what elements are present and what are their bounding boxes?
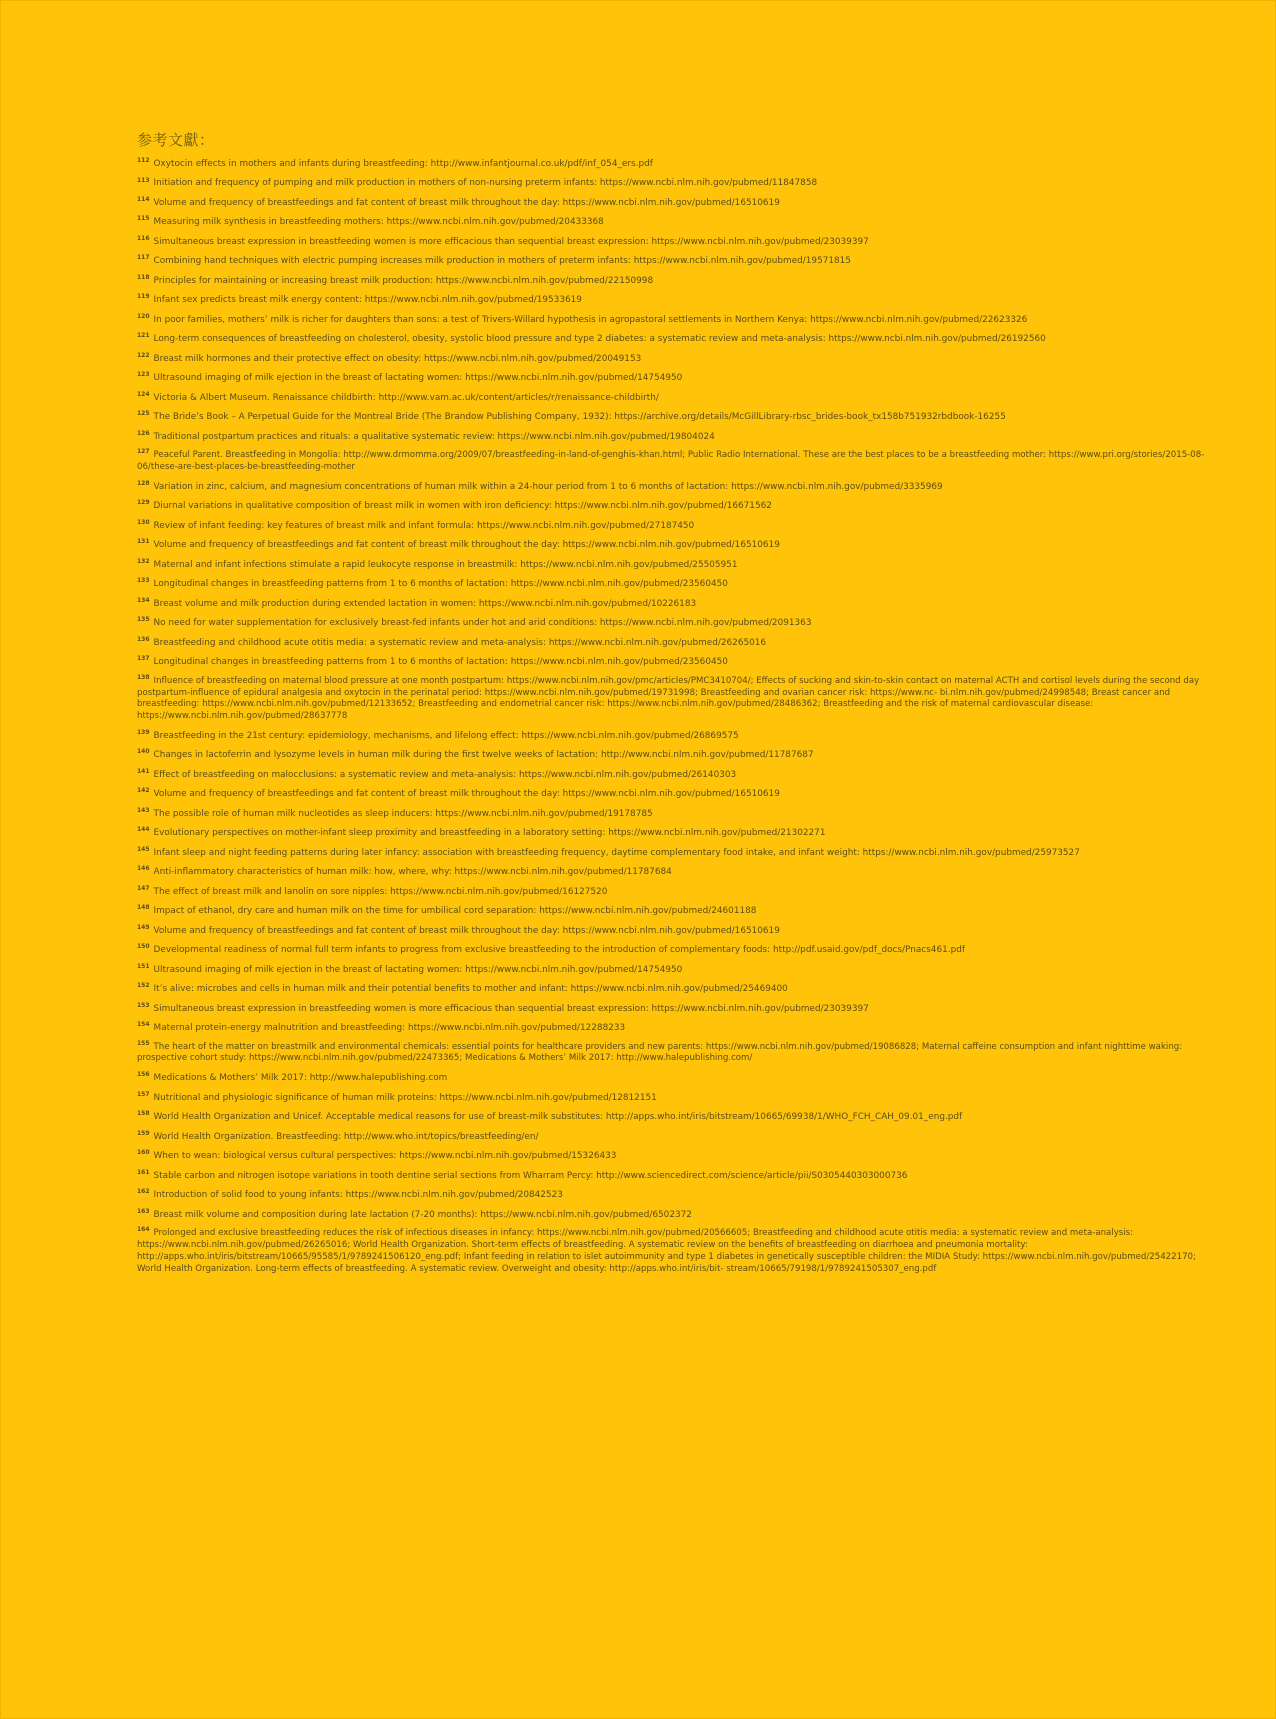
reference-text: Review of infant feeding: key features of breast milk and infant formula: https://www.ncbi.nlm.nih.gov/pubmed/27187450 [153,520,695,531]
reference-number: 150 [137,943,150,951]
reference-item [137,1131,1217,1144]
reference-item [137,559,1217,572]
reference-item [137,1111,1217,1124]
reference-text: Simultaneous breast expression in breastfeeding women is more efficacious than sequential breast expression: https://www.ncbi.nlm.nih.gov/pubmed/23039397 [153,236,869,247]
reference-number: 153 [137,1001,150,1009]
reference-number: 146 [137,865,150,873]
reference-number: 163 [137,1207,150,1215]
reference-number: 131 [137,538,150,546]
reference-text: Maternal and infant infections stimulate a rapid leukocyte response in breastmilk: https://www.ncbi.nlm.nih.gov/pubmed/25505951 [153,559,738,570]
reference-number: 127 [137,448,150,456]
reference-item [137,255,1217,268]
reference-text: Introduction of solid food to young infants: https://www.ncbi.nlm.nih.gov/pubmed/20842523 [153,1190,563,1201]
reference-number: 156 [137,1071,150,1079]
reference-text: Breast volume and milk production during extended lactation in women: https://www.ncbi.nlm.nih.gov/pubmed/10226183 [153,598,697,609]
reference-item [137,216,1217,229]
reference-number: 129 [137,499,150,507]
reference-text: Measuring milk synthesis in breastfeeding mothers: https://www.ncbi.nlm.nih.gov/pubmed/20433368 [153,217,604,228]
reference-number: 121 [137,332,150,340]
reference-text: Effect of breastfeeding on malocclusions: a systematic review and meta-analysis: https://www.ncbi.nlm.nih.gov/pubmed/26140303 [153,769,737,780]
reference-item [137,847,1217,860]
reference-item [137,1228,1217,1275]
reference-number: 140 [137,748,150,756]
reference-number: 133 [137,577,150,585]
reference-item [137,353,1217,366]
reference-item [137,520,1217,533]
reference-item [137,500,1217,513]
reference-item [137,392,1217,405]
reference-number: 161 [137,1168,150,1176]
reference-item [137,481,1217,494]
reference-number: 134 [137,596,150,604]
reference-number: 159 [137,1129,150,1137]
reference-list [137,158,1217,1275]
reference-text: World Health Organization and Unicef. Acceptable medical reasons for use of breast-milk substitutes: http://apps.who.int/iris/bitstream/10665/69938/1/WHO_FCH_CAH_09.01_eng.pdf [153,1112,963,1123]
reference-item [137,372,1217,385]
reference-text: Medications & Mothers’ Milk 2017: http://www.halepublishing.com [153,1073,448,1084]
reference-number: 125 [137,410,150,418]
reference-item [137,197,1217,210]
reference-number: 144 [137,826,150,834]
reference-number: 160 [137,1149,150,1157]
reference-text: Breastfeeding and childhood acute otitis media: a systematic review and meta-analysis: https://www.ncbi.nlm.nih.gov/pubmed/26265016 [153,637,767,648]
reference-number: 130 [137,518,150,526]
reference-text: Breast milk hormones and their protective effect on obesity: https://www.ncbi.nlm.nih.gov/pubmed/20049153 [153,353,642,364]
reference-number: 139 [137,728,150,736]
reference-text: When to wean: biological versus cultural perspectives: https://www.ncbi.nlm.nih.gov/pubmed/15326433 [153,1151,617,1162]
reference-number: 147 [137,884,150,892]
reference-number: 143 [137,806,150,814]
reference-number: 162 [137,1188,150,1196]
reference-number: 137 [137,655,150,663]
reference-text: Volume and frequency of breastfeedings and fat content of breast milk throughout the day: https://www.ncbi.nlm.nih.gov/pubmed/16510619 [153,540,780,551]
reference-text: World Health Organization. Breastfeeding: http://www.who.int/topics/breastfeeding/en/ [153,1131,539,1142]
reference-item [137,1022,1217,1035]
reference-text: The possible role of human milk nucleotides as sleep inducers: https://www.ncbi.nlm.nih.gov/pubmed/19178785 [153,808,653,819]
reference-text: Peaceful Parent. Breastfeeding in Mongolia: http://www.drmomma.org/2009/07/breastfeeding-in-land-of-genghis-khan.html; Public Radio International. These are the best places to be a breastfeeding mother: https://www.pri.org/stories/2015-08-06/these-are-best-places-be-breastfeeding-mother [137,450,1205,473]
reference-text: Influence of breastfeeding on maternal blood pressure at one month postpartum: https://www.ncbi.nlm.nih.gov/pmc/articles/PMC3410704/; Effects of sucking and skin-to-skin contact on maternal ACTH and cortisol levels during the second day postpartum-influence of epidural analgesia and oxytocin in the perinatal period: https://www.ncbi.nlm.nih.gov/pubmed/19731998; Breastfeeding and ovarian cancer risk: https://www.nc- bi.nlm.nih.gov/pubmed/24998548; Breast cancer and breastfeeding: https://www.ncbi.nlm.nih.gov/pubmed/12133652; Breastfeeding and endometrial cancer risk: https://www.ncbi.nlm.nih.gov/pubmed/28486362; Breastfeeding and the risk of maternal cardiovascular disease: https://www.ncbi.nlm.nih.gov/pubmed/28637778 [137,675,1200,722]
reference-number: 123 [137,371,150,379]
reference-item [137,450,1217,474]
reference-number: 116 [137,234,150,242]
reference-item [137,749,1217,762]
reference-number: 164 [137,1226,150,1234]
reference-number: 138 [137,673,150,681]
reference-number: 115 [137,215,150,223]
reference-item [137,598,1217,611]
reference-item [137,1170,1217,1183]
reference-text: Diurnal variations in qualitative composition of breast milk in women with iron deficiency: https://www.ncbi.nlm.nih.gov/pubmed/16671562 [153,501,772,512]
reference-text: No need for water supplementation for exclusively breast-fed infants under hot and arid conditions: https://www.ncbi.nlm.nih.gov/pubmed/2091363 [153,618,812,629]
reference-number: 141 [137,767,150,775]
reference-number: 132 [137,557,150,565]
reference-text: Simultaneous breast expression in breastfeeding women is more efficacious than sequential breast expression: https://www.ncbi.nlm.nih.gov/pubmed/23039397 [153,1003,869,1014]
reference-number: 119 [137,293,150,301]
reference-text: Breastfeeding in the 21st century: epidemiology, mechanisms, and lifelong effect: https://www.ncbi.nlm.nih.gov/pubmed/26869575 [153,730,739,741]
reference-text: Breast milk volume and composition during late lactation (7-20 months): https://www.ncbi.nlm.nih.gov/pubmed/6502372 [153,1209,692,1220]
reference-text: Infant sex predicts breast milk energy content: https://www.ncbi.nlm.nih.gov/pubmed/19533619 [153,295,582,306]
reference-number: 112 [137,157,150,165]
reference-text: The effect of breast milk and lanolin on sore nipples: https://www.ncbi.nlm.nih.gov/pubmed/16127520 [153,886,608,897]
reference-text: Impact of ethanol, dry care and human milk on the time for umbilical cord separation: https://www.ncbi.nlm.nih.gov/pubmed/24601188 [153,906,757,917]
references-heading: 参考文獻： [137,131,215,149]
reference-text: Developmental readiness of normal full term infants to progress from exclusive breastfeeding to the introduction of complementary foods: http://pdf.usaid.gov/pdf_docs/Pnacs461.pdf [153,945,965,956]
reference-item [137,983,1217,996]
reference-number: 114 [137,196,150,203]
reference-text: Prolonged and exclusive breastfeeding reduces the risk of infectious diseases in infancy: https://www.ncbi.nlm.nih.gov/pubmed/20566605; Breastfeeding and childhood acute otitis media: a systematic review and meta-analysis: https://www.ncbi.nlm.nih.gov/pubmed/26265016; World Health Organization. Short-term effects of breastfeeding. A systematic review on the benefits of breastfeeding on diarrhoea and pneumonia mortality: http://apps.who.int/iris/bitstream/10665/95585/1/9789241506120_eng.pdf; Infant feeding in relation to islet autoimmunity and type 1 diabetes in genetically susceptible children: the MIDIA Study: https://www.ncbi.nlm.nih.gov/pubmed/25422170; World Health Organization. Long-term effects of breastfeeding. A systematic review. Overweight and obesity: http://apps.who.int/iris/bit- stream/10665/79198/1/9789241505307_eng.pdf [137,1228,1196,1274]
reference-item [137,275,1217,288]
reference-number: 117 [137,254,150,262]
reference-number: 124 [137,390,150,398]
reference-number: 113 [137,176,150,184]
reference-item [137,656,1217,669]
reference-text: Infant sleep and night feeding patterns during later infancy: association with breastfeeding frequency, daytime complementary food intake, and infant weight: https://www.ncbi.nlm.nih.gov/pubmed/25973527 [153,847,1080,858]
reference-item [137,1189,1217,1202]
reference-text: Changes in lactoferrin and lysozyme levels in human milk during the first twelve weeks of lactation: http://www.ncbi.nlm.nih.gov/pubmed/11787687 [153,750,814,761]
reference-item [137,578,1217,591]
reference-item [137,1072,1217,1085]
reference-text: Principles for maintaining or increasing breast milk production: https://www.ncbi.nlm.nih.gov/pubmed/22150998 [153,275,654,286]
reference-number: 149 [137,923,150,931]
reference-item [137,177,1217,190]
reference-item [137,886,1217,899]
reference-text: Volume and frequency of breastfeedings and fat content of breast milk throughout the day: https://www.ncbi.nlm.nih.gov/pubmed/16510619 [153,197,780,208]
reference-number: 142 [137,787,150,795]
reference-text: Ultrasound imaging of milk ejection in the breast of lactating women: https://www.ncbi.nlm.nih.gov/pubmed/14754950 [153,373,683,384]
reference-item [137,866,1217,879]
reference-number: 122 [137,351,150,359]
reference-text: Victoria & Albert Museum. Renaissance childbirth: http://www.vam.ac.uk/content/articles/r/renaissance-childbirth/ [153,392,659,403]
reference-text: Initiation and frequency of pumping and milk production in mothers of non-nursing preterm infants: https://www.ncbi.nlm.nih.gov/pubmed/11847858 [153,178,818,189]
reference-item [137,1039,1217,1066]
reference-number: 145 [137,845,150,853]
reference-text: Combining hand techniques with electric pumping increases milk production in mothers of preterm infants: https://www.ncbi.nlm.nih.gov/pubmed/19571815 [153,256,851,267]
reference-item [137,314,1217,327]
reference-item [137,539,1217,552]
reference-text: Stable carbon and nitrogen isotope variations in tooth dentine serial sections from Wharram Percy: http://www.sciencedirect.com/science/article/pii/S0305440303000736 [153,1170,908,1181]
reference-item [137,925,1217,938]
reference-item [137,905,1217,918]
reference-item [137,769,1217,782]
reference-text: The Bride’s Book – A Perpetual Guide for the Montreal Bride (The Brandow Publishing Company, 1932): https://archive.org/details/McGillLibrary-rbsc_brides-book_tx158b751932rbdbook-16255 [153,412,1006,423]
reference-number: 154 [137,1021,150,1029]
reference-text: Oxytocin effects in mothers and infants during breastfeeding: http://www.infantjournal.co.uk/pdf/inf_054_ers.pdf [153,159,653,169]
reference-text: Ultrasound imaging of milk ejection in the breast of lactating women: https://www.ncbi.nlm.nih.gov/pubmed/14754950 [153,964,683,975]
reference-number: 152 [137,982,150,990]
reference-item [137,944,1217,957]
reference-text: Long-term consequences of breastfeeding on cholesterol, obesity, systolic blood pressure and type 2 diabetes: a systematic review and meta-analysis: https://www.ncbi.nlm.nih.gov/pubmed/26192560 [153,334,1046,345]
reference-item [137,1209,1217,1222]
reference-text: Maternal protein-energy malnutrition and breastfeeding: https://www.ncbi.nlm.nih.gov/pubmed/12288233 [153,1023,626,1034]
reference-text: It’s alive: microbes and cells in human milk and their potential benefits to mother and infant: https://www.ncbi.nlm.nih.gov/pubmed/25469400 [153,984,788,995]
reference-text: Nutritional and physiologic significance of human milk proteins: https://www.ncbi.nlm.nih.gov/pubmed/12812151 [153,1092,657,1103]
reference-item [137,411,1217,424]
reference-number: 151 [137,962,150,970]
reference-item [137,788,1217,801]
reference-item [137,158,1217,171]
reference-text: Longitudinal changes in breastfeeding patterns from 1 to 6 months of lactation: https://www.ncbi.nlm.nih.gov/pubmed/23560450 [153,657,728,668]
reference-item [137,617,1217,630]
references-section [137,129,1217,1282]
reference-number: 136 [137,635,150,643]
reference-number: 155 [137,1039,150,1047]
reference-item [137,294,1217,307]
reference-item [137,333,1217,346]
reference-number: 126 [137,429,150,437]
reference-text: Variation in zinc, calcium, and magnesium concentrations of human milk within a 24-hour period from 1 to 6 months of lactation: https://www.ncbi.nlm.nih.gov/pubmed/3335969 [153,481,943,492]
reference-item [137,730,1217,743]
reference-text: Volume and frequency of breastfeedings and fat content of breast milk throughout the day: https://www.ncbi.nlm.nih.gov/pubmed/16510619 [153,789,780,800]
reference-item [137,1092,1217,1105]
reference-item [137,1150,1217,1163]
reference-number: 135 [137,616,150,624]
reference-item [137,827,1217,840]
reference-item [137,673,1217,723]
reference-item [137,1003,1217,1016]
reference-text: Anti-inflammatory characteristics of human milk: how, where, why: https://www.ncbi.nlm.nih.gov/pubmed/11787684 [153,867,672,878]
reference-item [137,236,1217,249]
reference-text: Volume and frequency of breastfeedings and fat content of breast milk throughout the day: https://www.ncbi.nlm.nih.gov/pubmed/16510619 [153,925,780,936]
reference-number: 118 [137,273,150,281]
reference-item [137,964,1217,977]
reference-item [137,637,1217,650]
reference-number: 120 [137,312,150,320]
reference-item [137,431,1217,444]
reference-number: 158 [137,1110,150,1118]
reference-text: In poor families, mothers’ milk is richer for daughters than sons: a test of Trivers-Willard hypothesis in agropastoral settlements in Northern Kenya: https://www.ncbi.nlm.nih.gov/pubmed/22623326 [153,314,1028,325]
reference-text: Traditional postpartum practices and rituals: a qualitative systematic review: https://www.ncbi.nlm.nih.gov/pubmed/19804024 [153,431,715,442]
reference-text: Evolutionary perspectives on mother-infant sleep proximity and breastfeeding in a laboratory setting: https://www.ncbi.nlm.nih.gov/pubmed/21302271 [153,828,826,839]
reference-number: 148 [137,904,150,912]
reference-text: The heart of the matter on breastmilk and environmental chemicals: essential points for healthcare providers and new parents: https://www.ncbi.nlm.nih.gov/pubmed/19086828; Maternal caffeine consumption and infant nighttime waking: prospective cohort study: https://www.ncbi.nlm.nih.gov/pubmed/22473365; Medications & Mothers’ Milk 2017: http://www.halepublishing.com/ [137,1041,1183,1064]
reference-number: 157 [137,1090,150,1098]
reference-text: Longitudinal changes in breastfeeding patterns from 1 to 6 months of lactation: https://www.ncbi.nlm.nih.gov/pubmed/23560450 [153,579,728,590]
reference-number: 128 [137,479,150,487]
reference-item [137,808,1217,821]
